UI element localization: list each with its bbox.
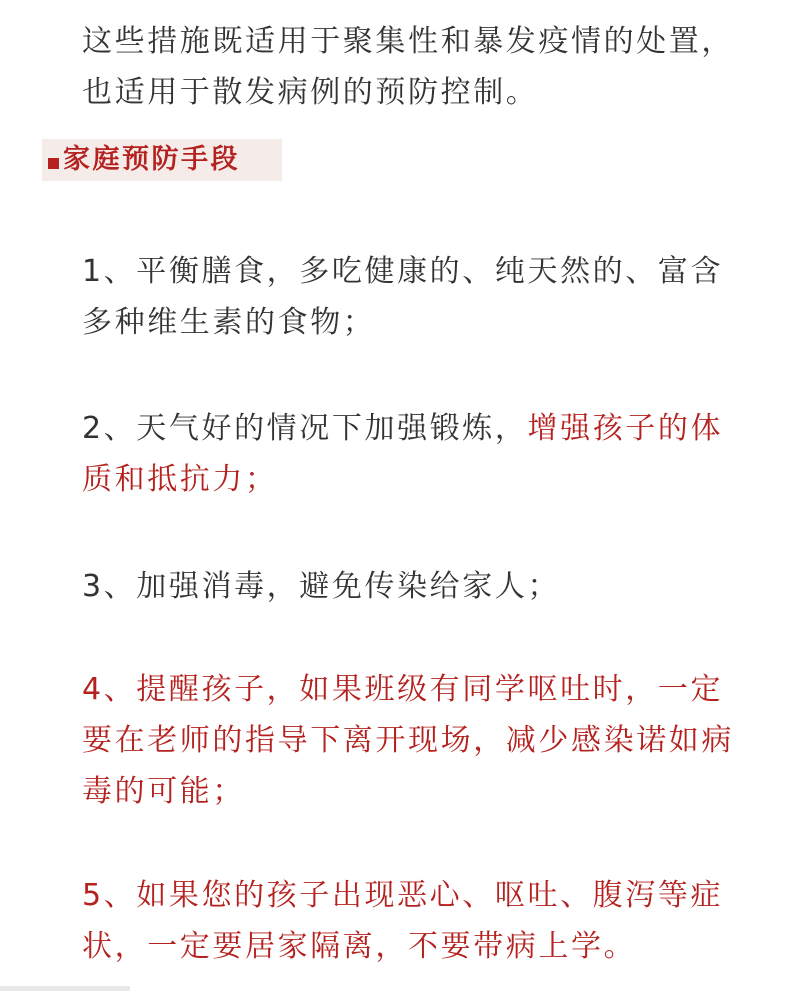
list-item-5: 5、如果您的孩子出现恶心、呕吐、腹泻等症状，一定要居家隔离，不要带病上学。 xyxy=(82,878,724,964)
list-item-2-highlight: 增强孩子的体质和抵抗力； xyxy=(82,411,724,497)
list-item-4: 4、提醒孩子，如果班级有同学呕吐时，一定要在老师的指导下离开现场，减少感染诺如病毒的可能； xyxy=(82,672,734,809)
intro-paragraph: 这些措施既适用于聚集性和暴发疫情的处置，也适用于散发病例的预防控制。 xyxy=(82,24,734,110)
list-item-3: 3、加强消毒，避免传染给家人； xyxy=(82,569,561,604)
square-bullet-icon xyxy=(48,158,59,169)
list-item-1: 1、平衡膳食，多吃健康的、纯天然的、富含多种维生素的食物； xyxy=(82,254,724,340)
bottom-divider xyxy=(0,986,130,991)
list-item-2-normal: 2、天气好的情况下加强锻炼， xyxy=(82,411,528,446)
section-title: 家庭预防手段 xyxy=(63,144,240,175)
list-item-2 xyxy=(82,403,742,505)
section-header xyxy=(42,139,282,181)
